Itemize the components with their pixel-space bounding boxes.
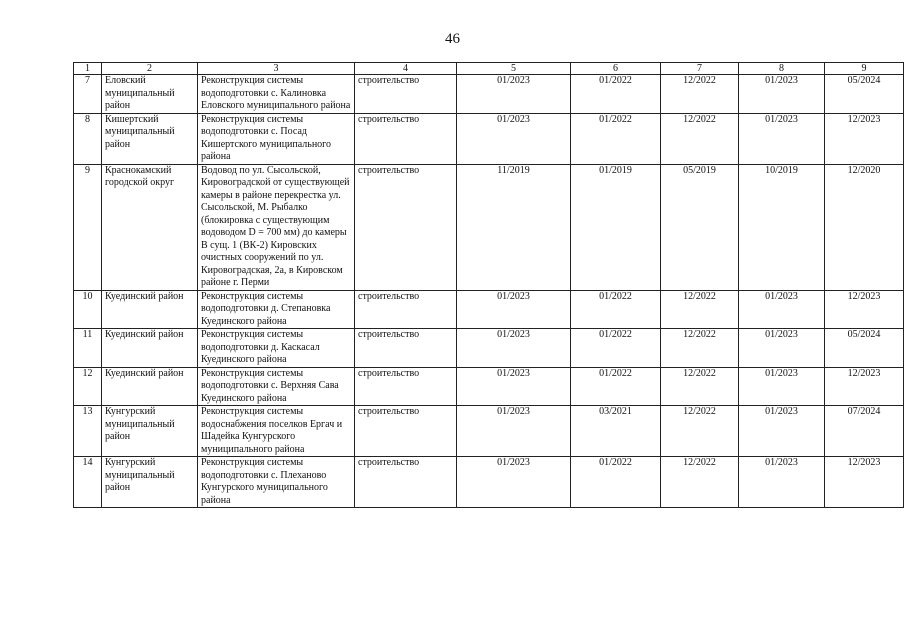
work-type-cell: строительство [355,164,457,290]
column-7-cell: 12/2022 [661,406,739,457]
column-header: 7 [661,63,739,75]
column-6-cell: 01/2022 [571,290,661,329]
column-8-cell: 01/2023 [739,329,825,368]
row-number: 12 [74,367,102,406]
column-7-cell: 12/2022 [661,367,739,406]
column-header: 3 [198,63,355,75]
column-9-cell: 12/2023 [825,290,904,329]
column-header: 1 [74,63,102,75]
district-cell: Кишертский муниципальный район [102,113,198,164]
table-row [74,164,904,290]
column-8-cell: 10/2019 [739,164,825,290]
table-row [74,113,904,164]
column-7-cell: 12/2022 [661,329,739,368]
row-number: 14 [74,457,102,508]
table-row [74,457,904,508]
construction-schedule-table [73,62,904,508]
column-6-cell: 03/2021 [571,406,661,457]
column-6-cell: 01/2022 [571,457,661,508]
column-8-cell: 01/2023 [739,367,825,406]
column-5-cell: 01/2023 [457,406,571,457]
column-9-cell: 05/2024 [825,75,904,114]
work-type-cell: строительство [355,367,457,406]
row-number: 11 [74,329,102,368]
column-6-cell: 01/2022 [571,75,661,114]
column-8-cell: 01/2023 [739,406,825,457]
district-cell: Еловский муниципальный район [102,75,198,114]
row-number: 13 [74,406,102,457]
column-7-cell: 12/2022 [661,113,739,164]
table-row [74,290,904,329]
column-5-cell: 01/2023 [457,113,571,164]
column-9-cell: 12/2023 [825,457,904,508]
object-cell: Реконструкция системы водоподготовки с. Посад Кишертского муниципального района [198,113,355,164]
table-row [74,75,904,114]
work-type-cell: строительство [355,75,457,114]
object-cell: Реконструкция системы водоподготовки с. Плеханово Кунгурского муниципального района [198,457,355,508]
column-header: 9 [825,63,904,75]
column-6-cell: 01/2019 [571,164,661,290]
object-cell: Реконструкция системы водоснабжения поселков Ергач и Шадейка Кунгурского муниципального района [198,406,355,457]
column-9-cell: 05/2024 [825,329,904,368]
column-header: 4 [355,63,457,75]
work-type-cell: строительство [355,290,457,329]
district-cell: Куединский район [102,290,198,329]
column-5-cell: 01/2023 [457,290,571,329]
column-7-cell: 05/2019 [661,164,739,290]
column-header: 8 [739,63,825,75]
object-cell: Реконструкция системы водоподготовки с. Калиновка Еловского муниципального района [198,75,355,114]
district-cell: Кунгурский муниципальный район [102,457,198,508]
column-7-cell: 12/2022 [661,75,739,114]
object-cell: Водовод по ул. Сысольской, Кировоградской от существующей камеры в районе перекрестка ул. Сысольской, М. Рыбалко (блокировка с существующим водоводом D = 700 мм) до камеры В сущ. 1 (ВК-2) Кировских очистных сооружений по ул. Кировоградская, 2а, в Кировском районе г. Перми [198,164,355,290]
column-7-cell: 12/2022 [661,457,739,508]
column-number-row [74,63,904,75]
column-5-cell: 01/2023 [457,329,571,368]
table-row [74,367,904,406]
column-8-cell: 01/2023 [739,113,825,164]
district-cell: Краснокамский городской округ [102,164,198,290]
column-9-cell: 12/2023 [825,367,904,406]
work-type-cell: строительство [355,457,457,508]
district-cell: Кунгурский муниципальный район [102,406,198,457]
work-type-cell: строительство [355,406,457,457]
column-5-cell: 11/2019 [457,164,571,290]
row-number: 10 [74,290,102,329]
column-7-cell: 12/2022 [661,290,739,329]
table-row [74,329,904,368]
column-5-cell: 01/2023 [457,75,571,114]
object-cell: Реконструкция системы водоподготовки с. Верхняя Сава Куединского района [198,367,355,406]
column-6-cell: 01/2022 [571,367,661,406]
row-number: 9 [74,164,102,290]
table-row [74,406,904,457]
column-9-cell: 12/2020 [825,164,904,290]
work-type-cell: строительство [355,113,457,164]
row-number: 8 [74,113,102,164]
column-header: 5 [457,63,571,75]
object-cell: Реконструкция системы водоподготовки д. Степановка Куединского района [198,290,355,329]
column-9-cell: 12/2023 [825,113,904,164]
district-cell: Куединский район [102,329,198,368]
page-number: 46 [445,31,460,47]
district-cell: Куединский район [102,367,198,406]
column-8-cell: 01/2023 [739,457,825,508]
column-5-cell: 01/2023 [457,457,571,508]
column-8-cell: 01/2023 [739,75,825,114]
row-number: 7 [74,75,102,114]
object-cell: Реконструкция системы водоподготовки д. Каскасал Куединского района [198,329,355,368]
column-header: 6 [571,63,661,75]
column-6-cell: 01/2022 [571,329,661,368]
column-6-cell: 01/2022 [571,113,661,164]
column-9-cell: 07/2024 [825,406,904,457]
column-8-cell: 01/2023 [739,290,825,329]
column-5-cell: 01/2023 [457,367,571,406]
column-header: 2 [102,63,198,75]
work-type-cell: строительство [355,329,457,368]
